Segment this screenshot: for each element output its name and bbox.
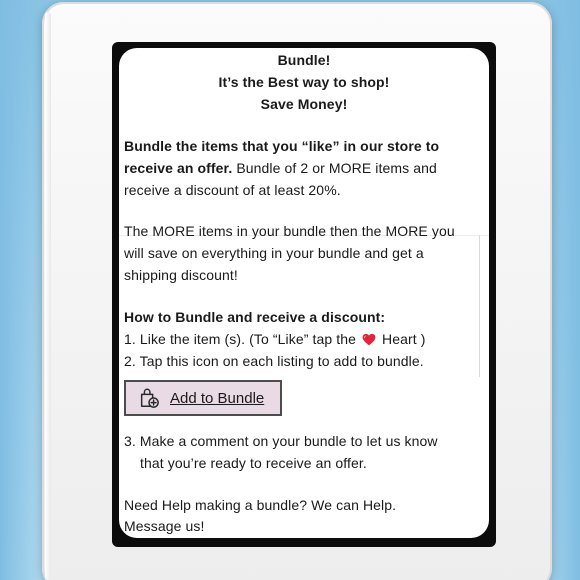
step-2: 2. Tap this icon on each listing to add to bundle. — [124, 353, 424, 369]
promo-screen — [119, 48, 489, 538]
add-to-bundle-label: Add to Bundle — [170, 389, 265, 407]
bundle-bag-plus-icon — [138, 387, 160, 409]
heart-icon — [362, 333, 376, 346]
promo-heading-2: It’s the Best way to shop! — [218, 74, 390, 90]
help-line-1: Need Help making a bundle? We can Help. — [124, 497, 397, 513]
add-to-bundle-button[interactable] — [124, 380, 282, 416]
more-line-1: The MORE items in your bundle then the MORE you — [124, 223, 455, 239]
step-1-text: 1. Like the item (s). (To “Like” tap the — [124, 331, 356, 347]
step-3-line-1: 3. Make a comment on your bundle to let us know — [124, 433, 438, 449]
intro-line-3: receive a discount of at least 20%. — [124, 182, 341, 198]
more-line-2: will save on everything in your bundle and get a — [124, 245, 424, 261]
promo-content — [119, 48, 489, 538]
promo-heading-3: Save Money! — [260, 96, 348, 112]
intro-line-2 — [124, 160, 437, 176]
help-line-2: Message us! — [124, 518, 205, 534]
step-1-heart-label: Heart ) — [381, 331, 426, 347]
promo-heading-1: Bundle! — [277, 52, 331, 68]
step-3-line-2: that you’re ready to receive an offer. — [140, 455, 367, 471]
step-1 — [124, 331, 425, 347]
device-edge-highlight — [45, 12, 51, 580]
how-to-title: How to Bundle and receive a discount: — [124, 309, 386, 325]
intro-line-2-rest: Bundle of 2 or MORE items and — [232, 160, 437, 176]
more-line-3: shipping discount! — [124, 267, 238, 283]
intro-line-1: Bundle the items that you “like” in our store to — [124, 138, 440, 154]
intro-line-2-bold: receive an offer. — [124, 160, 233, 176]
